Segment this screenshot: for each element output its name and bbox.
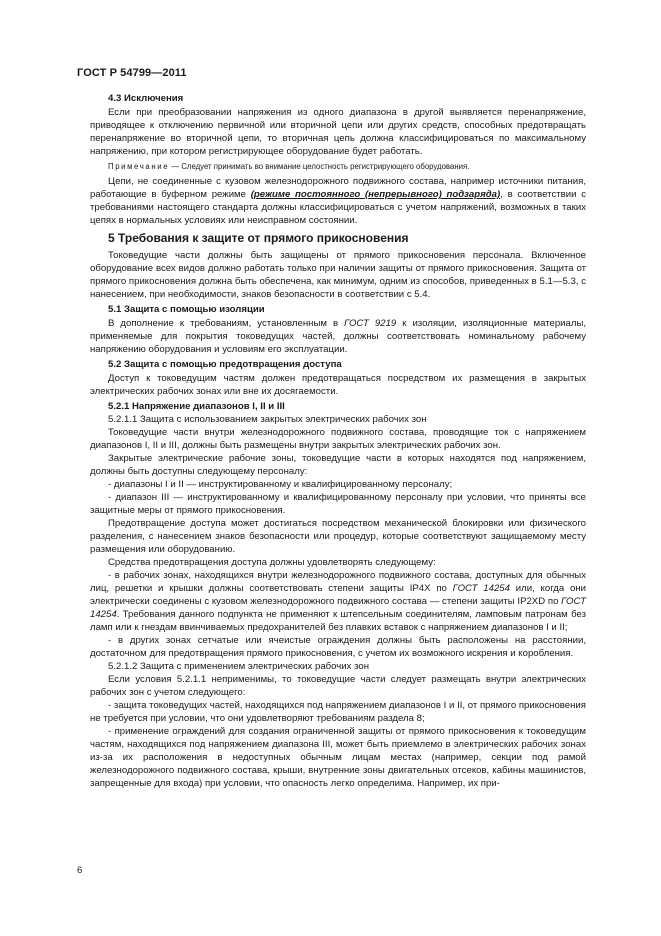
text-run: В дополнение к требованиям, установленным в <box>108 318 345 329</box>
note-text: — Следует принимать во внимание целостность регистрирующего оборудования. <box>169 162 470 171</box>
paragraph <box>90 317 586 356</box>
text-run: , в соответствии с требованиями настоящего стандарта должны классифицироваться с учетом напряжений, возможных в таких цепях в нормальных условиях или неисправном состоянии. <box>90 189 586 226</box>
paragraph <box>90 175 586 227</box>
document-id: ГОСТ Р 54799—2011 <box>77 67 187 79</box>
paragraph: Если условия 5.2.1.1 неприменимы, то токоведущие части следует размещать внутри электрических рабочих зон с учетом следующего: <box>90 674 586 698</box>
text-run: к изоляции, изоляционные материалы, применяемые для покрытия токоведущих частей, должны соответствовать номинальному рабочему напряжению оборудования и условиям его эксплуатации. <box>90 318 587 355</box>
text-run: или, когда они электрически соединены с кузовом железнодорожного подвижного состава — степени защиты IP2XD по <box>90 583 586 607</box>
list-item: - в других зонах сетчатые или ячеистые ограждения должны быть расположены на расстоянии, достаточном для предотвращения прямого прикосновения, с учетом их возможного искрения и коробления. <box>90 635 586 659</box>
page-number: 6 <box>77 865 83 876</box>
list-item: - диапазон III — инструктированному и квалифицированному персоналу при условии, что приняты все защитные меры от прямого прикосновения. <box>90 492 586 516</box>
standard-reference: ГОСТ 14254 <box>90 596 586 620</box>
list-item: - защита токоведущих частей, находящихся под напряжением диапазонов I и II, от прямого прикосновения не требуется при условии, что они удовлетворяют требованиям раздела 8; <box>90 700 586 724</box>
text-run: Цепи, не соединенные с кузовом железнодорожного подвижного состава, например источники питания, работающие в буферном режиме <box>90 176 586 200</box>
section-heading-4-3: 4.3 Исключения <box>108 93 184 104</box>
paragraph: Закрытые электрические рабочие зоны, токоведущие части в которых находятся под напряжением, должны быть доступны следующему персоналу: <box>90 453 586 477</box>
text-run: - в рабочих зонах, находящихся внутри железнодорожного подвижного состава, доступных для обычных лиц, решетки и крышки должны соответствовать степени защиты IP4X по <box>90 570 586 594</box>
document-body <box>90 90 586 790</box>
paragraph: Токоведущие части должны быть защищены от прямого прикосновения персонала. Включенное оборудование всех видов должно работать только при наличии защиты от прямого прикосновения. Защита от прямого прикосновения должна быть обеспечена, как минимум, одним из способов, приведенных в 5.1—5.3, с нанесением, при необходимости, знаков безопасности в соответствии с 5.4. <box>90 250 586 300</box>
section-heading-5-1: 5.1 Защита с помощью изоляции <box>108 304 265 315</box>
text-run: . Требования данного подпункта не применяют к штепсельным соединителям, ламповым патронам без ламп или к гнездам ввинчиваемых предохранителей без плавких вставок с напряжением диапазонов I и II; <box>90 609 586 633</box>
section-heading-5-2-1: 5.2.1 Напряжение диапазонов I, II и III <box>108 401 285 412</box>
note-label: Примечание <box>108 162 170 171</box>
emphasis-text: (режиме постоянного (непрерывного) подзаряда) <box>250 189 501 200</box>
paragraph: Токоведущие части внутри железнодорожного подвижного состава, проводящие ток с напряжением диапазонов I, II и III, должны быть размещены внутри закрытых электрических рабочих зон. <box>90 427 586 451</box>
section-heading-5: 5 Требования к защите от прямого прикосновения <box>108 231 409 245</box>
standard-reference: ГОСТ 9219 <box>344 318 397 329</box>
list-item <box>90 569 586 634</box>
list-item: - диапазоны I и II — инструктированному и квалифицированному персоналу; <box>108 479 453 490</box>
section-heading-5-2: 5.2 Защита с помощью предотвращения доступа <box>108 359 342 370</box>
paragraph: Предотвращение доступа может достигаться посредством механической блокировки или физического разделения, с нанесением знаков безопасности или процедур, которые соответствуют защищаемому месту размещения или оборудованию. <box>90 518 586 555</box>
standard-reference: ГОСТ 14254 <box>452 583 510 594</box>
paragraph: Средства предотвращения доступа должны удовлетворять следующему: <box>108 557 436 568</box>
note <box>90 160 586 173</box>
paragraph: Доступ к токоведущим частям должен предотвращаться посредством их размещения в закрытых электрических рабочих зонах или вне их досягаемости. <box>90 373 586 397</box>
subsection-title: 5.2.1.1 Защита с использованием закрытых электрических рабочих зон <box>108 414 427 425</box>
paragraph: Если при преобразовании напряжения из одного диапазона в другой выявляется перенапряжение, приводящее к отключению первичной или вторичной цепи или других средств, способных предотвращать перенапряжение во вторичной цепи, то вторичная цепь должна классифицироваться по максимальному напряжению, при котором регистрирующее оборудование будет работать. <box>90 107 586 157</box>
subsection-title: 5.2.1.2 Защита с применением электрических рабочих зон <box>108 661 370 672</box>
list-item: - применение ограждений для создания ограниченной защиты от прямого прикосновения к токоведущим частям, находящихся под напряжением диапазона III, может быть приемлемо в электрических рабочих зонах из-за их расположения в недоступных обычным лицам местах (например, секции под рамой железнодорожного подвижного состава, крыши, внутренние зоны двигательных отсеков, кабины машинистов, запрещенные для входа) при условии, что опасность легко определима. Например, их при- <box>90 726 586 789</box>
